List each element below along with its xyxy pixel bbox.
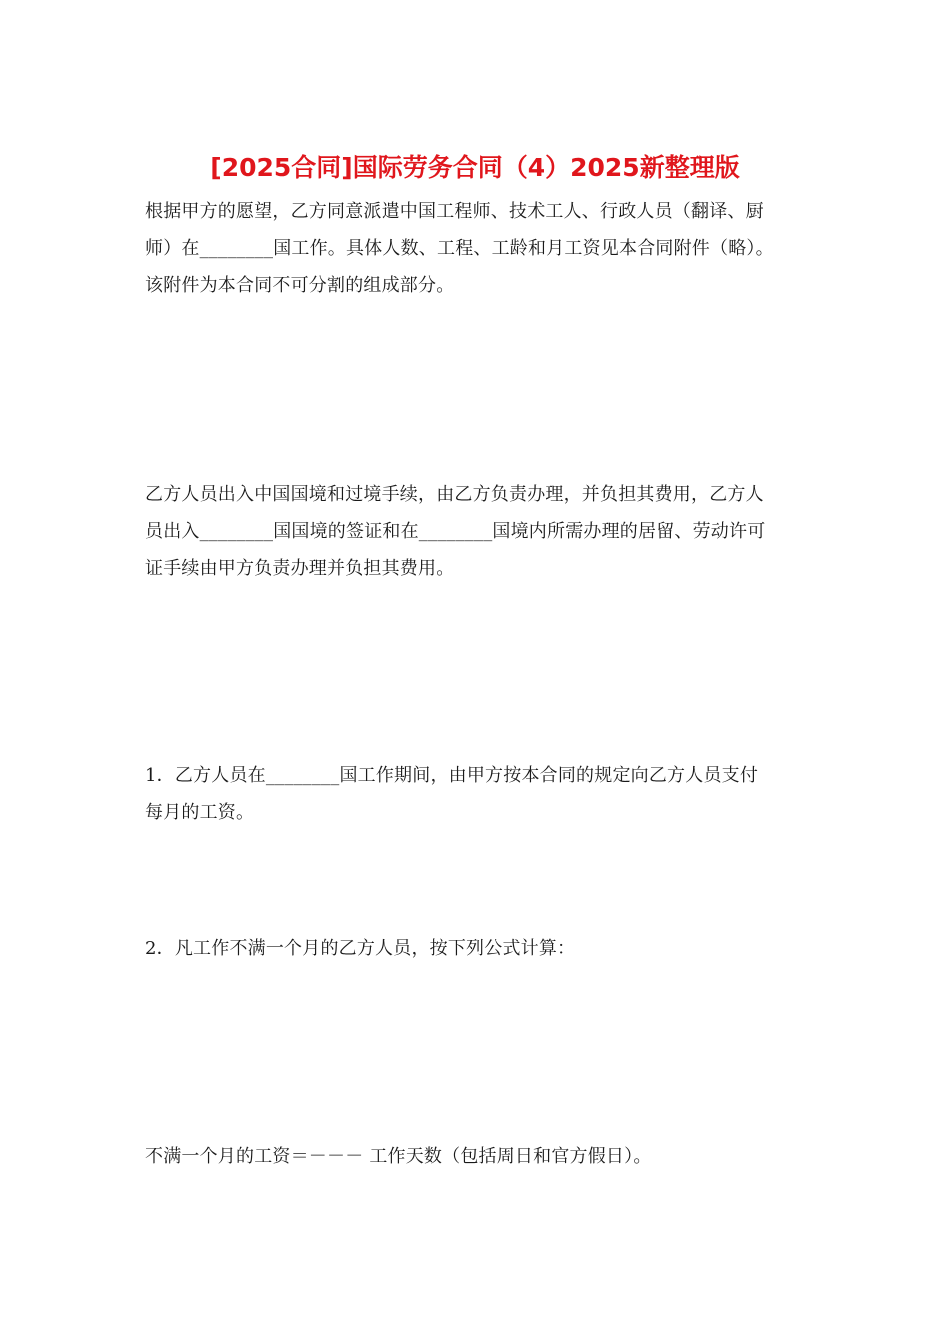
- clause-1-monthly-salary: [145, 757, 815, 831]
- paragraph-line: 每月的工资。: [145, 802, 255, 823]
- paragraph-line: 师）在________国工作。具体人数、工程、工龄和月工资见本合同附件（略）。: [145, 238, 774, 259]
- clause-2-partial-month: [145, 930, 815, 967]
- salary-formula: [145, 1138, 815, 1175]
- paragraph-border-procedures: [145, 476, 815, 587]
- document-title: [2025合同]国际劳务合同（4）2025新整理版: [210, 153, 740, 182]
- paragraph-line: 员出入________国国境的签证和在________国境内所需办理的居留、劳动许可: [145, 521, 766, 542]
- paragraph-line: 证手续由甲方负责办理并负担其费用。: [145, 558, 455, 579]
- paragraph-line: 根据甲方的愿望，乙方同意派遣中国工程师、技术工人、行政人员（翻译、厨: [145, 201, 764, 222]
- paragraph-line: 1．乙方人员在________国工作期间，由甲方按本合同的规定向乙方人员支付: [145, 765, 759, 786]
- paragraph-line: 乙方人员出入中国国境和过境手续，由乙方负责办理，并负担其费用，乙方人: [145, 484, 764, 505]
- paragraph-dispatch-personnel: [145, 193, 815, 304]
- paragraph-line: 不满一个月的工资＝－－－ 工作天数（包括周日和官方假日）。: [145, 1146, 652, 1167]
- paragraph-line: 该附件为本合同不可分割的组成部分。: [145, 275, 455, 296]
- paragraph-line: 2．凡工作不满一个月的乙方人员，按下列公式计算：: [145, 938, 576, 959]
